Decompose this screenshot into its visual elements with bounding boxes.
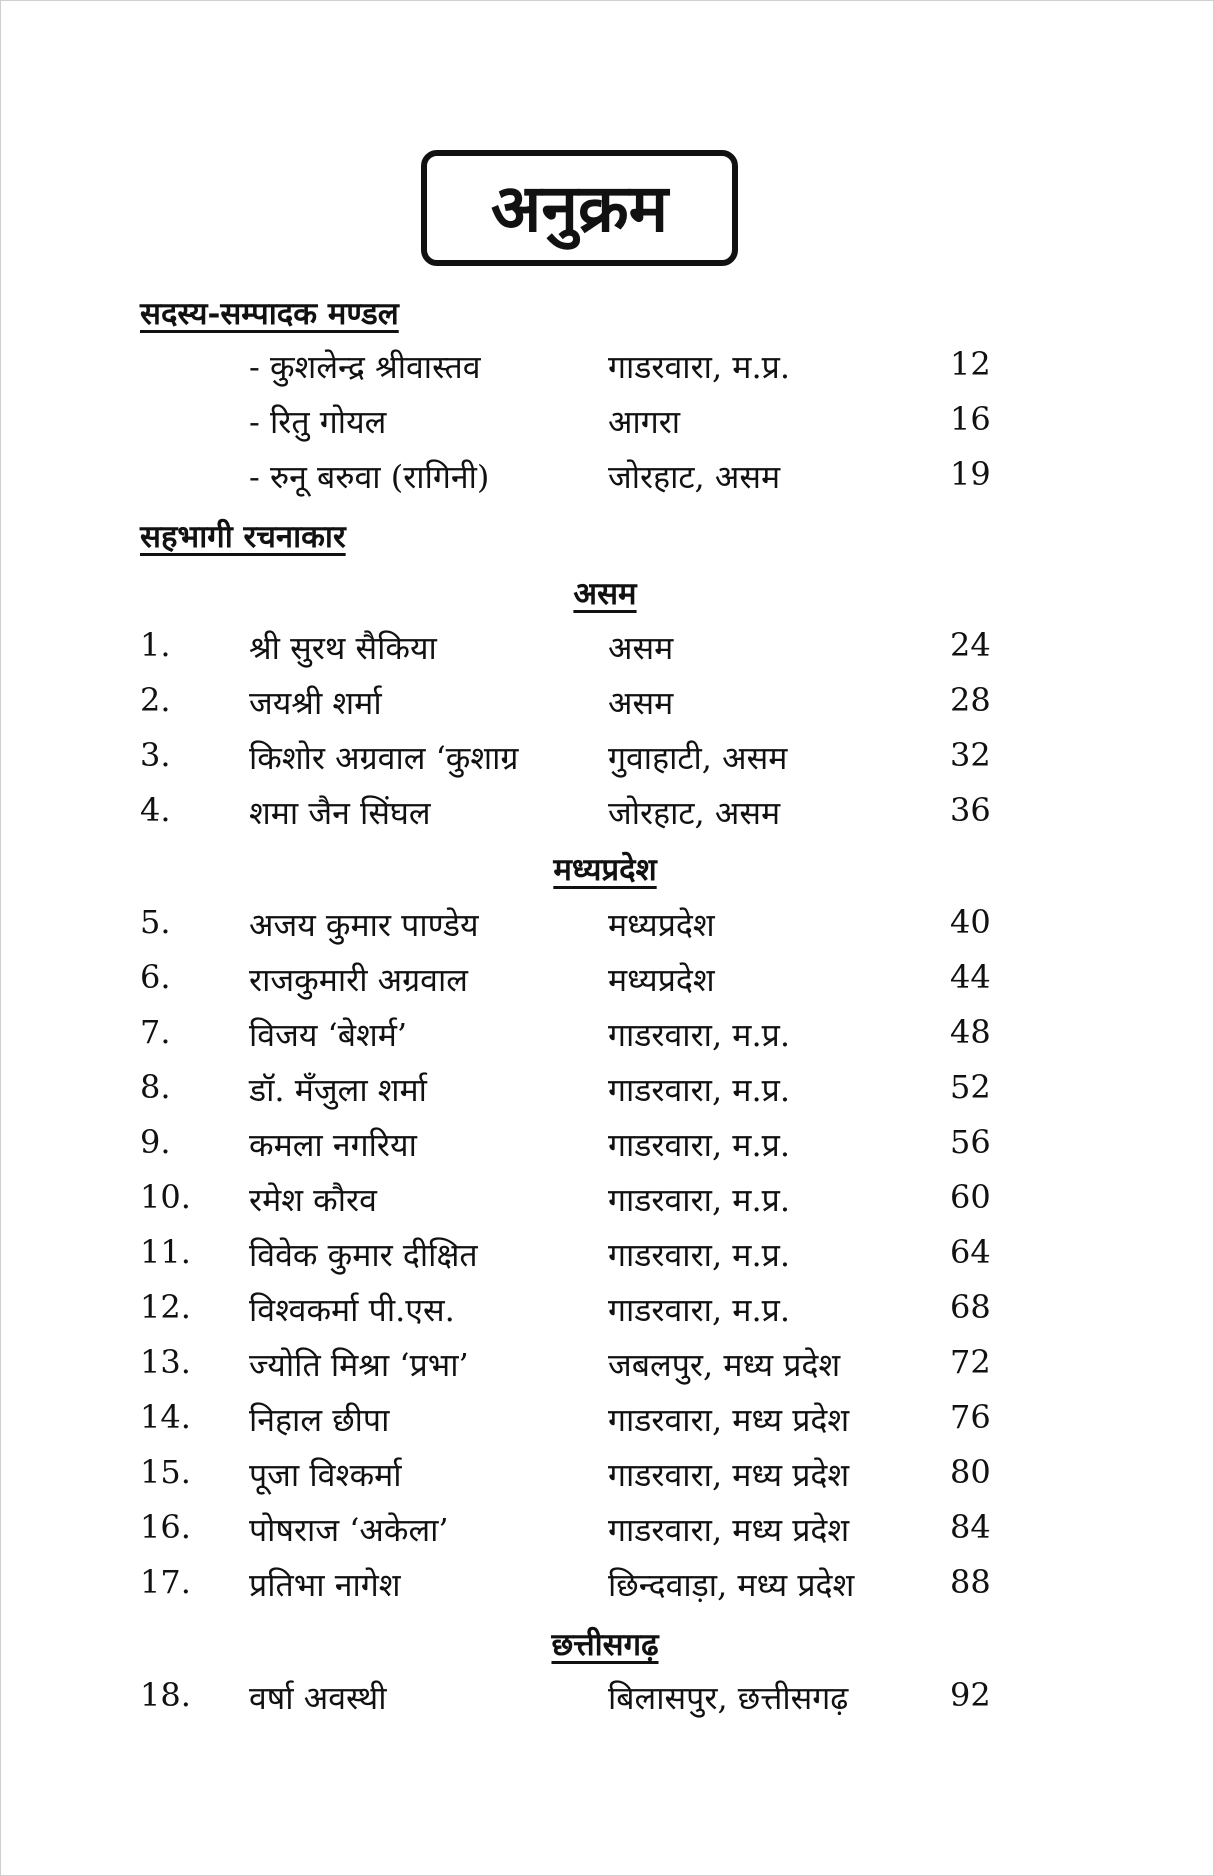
- toc-entry: [0, 1013, 1214, 1059]
- entry-page-number: 64: [950, 1233, 991, 1271]
- entry-place: असम: [608, 629, 674, 667]
- entry-number: 2.: [140, 681, 171, 719]
- entry-author: रमेश कौरव: [249, 1181, 377, 1219]
- entry-number: 7.: [140, 1013, 171, 1051]
- entry-place: गाडरवारा, म.प्र.: [608, 1071, 790, 1109]
- entry-page-number: 32: [950, 736, 991, 774]
- entry-place: मध्यप्रदेश: [608, 961, 715, 999]
- entry-number: 4.: [140, 791, 171, 829]
- entry-author: जयश्री शर्मा: [249, 684, 382, 722]
- title-box: [421, 150, 738, 266]
- entry-page-number: 60: [950, 1178, 991, 1216]
- toc-entry: [0, 345, 1214, 391]
- entry-author: निहाल छीपा: [249, 1401, 390, 1439]
- entry-place: गाडरवारा, म.प्र.: [608, 1236, 790, 1274]
- entry-author: - कुशलेन्द्र श्रीवास्तव: [249, 348, 481, 386]
- entry-author: विश्वकर्मा पी.एस.: [249, 1291, 455, 1329]
- entry-number: 15.: [140, 1453, 191, 1491]
- entry-page-number: 24: [950, 626, 991, 664]
- toc-entry: [0, 400, 1214, 446]
- section-heading: मध्यप्रदेश: [553, 852, 657, 888]
- entry-page-number: 48: [950, 1013, 991, 1051]
- entry-place: गाडरवारा, म.प्र.: [608, 1016, 790, 1054]
- entry-author: शमा जैन सिंघल: [249, 794, 431, 832]
- entry-place: गाडरवारा, म.प्र.: [608, 348, 790, 386]
- toc-entry: [0, 1453, 1214, 1499]
- toc-entry: [0, 455, 1214, 501]
- section-heading: छत्तीसगढ़: [551, 1627, 659, 1663]
- entry-place: जोरहाट, असम: [608, 794, 781, 832]
- toc-entry: [0, 791, 1214, 837]
- toc-entry: [0, 1068, 1214, 1114]
- entry-author: विवेक कुमार दीक्षित: [249, 1236, 478, 1274]
- entry-page-number: 88: [950, 1563, 991, 1601]
- toc-entry: [0, 1398, 1214, 1444]
- entry-place: गाडरवारा, मध्य प्रदेश: [608, 1401, 850, 1439]
- entry-page-number: 19: [950, 455, 991, 493]
- toc-entry: [0, 1123, 1214, 1169]
- entry-number: 11.: [140, 1233, 191, 1271]
- toc-entry: [0, 1563, 1214, 1609]
- entry-author: प्रतिभा नागेश: [249, 1566, 401, 1604]
- entry-author: पूजा विश्कर्मा: [249, 1456, 402, 1494]
- entry-number: 9.: [140, 1123, 171, 1161]
- entry-place: छिन्दवाड़ा, मध्य प्रदेश: [608, 1566, 855, 1604]
- entry-author: - रुनू बरुवा (रागिनी): [249, 458, 490, 496]
- section-heading: असम: [573, 576, 637, 612]
- entry-number: 14.: [140, 1398, 191, 1436]
- entry-page-number: 72: [950, 1343, 991, 1381]
- entry-page-number: 56: [950, 1123, 991, 1161]
- section-heading: सहभागी रचनाकार: [140, 519, 346, 555]
- entry-page-number: 44: [950, 958, 991, 996]
- entry-page-number: 80: [950, 1453, 991, 1491]
- entry-page-number: 40: [950, 903, 991, 941]
- entry-place: गाडरवारा, म.प्र.: [608, 1291, 790, 1329]
- entry-place: असम: [608, 684, 674, 722]
- toc-entry: [0, 1508, 1214, 1554]
- entry-number: 18.: [140, 1676, 191, 1714]
- toc-entry: [0, 1343, 1214, 1389]
- entry-author: ज्योति मिश्रा ‘प्रभा’: [249, 1346, 469, 1384]
- entry-place: गाडरवारा, म.प्र.: [608, 1181, 790, 1219]
- entry-page-number: 76: [950, 1398, 991, 1436]
- toc-entry: [0, 1288, 1214, 1334]
- entry-place: गुवाहाटी, असम: [608, 739, 788, 777]
- entry-author: किशोर अग्रवाल ‘कुशाग्र: [249, 739, 519, 777]
- page-title: अनुक्रम: [490, 169, 669, 247]
- toc-entry: [0, 736, 1214, 782]
- entry-place: गाडरवारा, मध्य प्रदेश: [608, 1511, 850, 1549]
- entry-place: आगरा: [608, 403, 681, 441]
- entry-place: बिलासपुर, छत्तीसगढ़: [608, 1679, 849, 1717]
- entry-author: डॉ. मँजुला शर्मा: [249, 1071, 427, 1109]
- entry-author: श्री सुरथ सैकिया: [249, 629, 437, 667]
- entry-place: मध्यप्रदेश: [608, 906, 715, 944]
- entry-author: - रितु गोयल: [249, 403, 387, 441]
- entry-page-number: 28: [950, 681, 991, 719]
- entry-place: गाडरवारा, म.प्र.: [608, 1126, 790, 1164]
- entry-author: पोषराज ‘अकेला’: [249, 1511, 449, 1549]
- entry-page-number: 68: [950, 1288, 991, 1326]
- entry-number: 8.: [140, 1068, 171, 1106]
- entry-author: कमला नगरिया: [249, 1126, 417, 1164]
- entry-place: गाडरवारा, मध्य प्रदेश: [608, 1456, 850, 1494]
- entry-page-number: 16: [950, 400, 991, 438]
- toc-entry: [0, 903, 1214, 949]
- entry-author: राजकुमारी अग्रवाल: [249, 961, 468, 999]
- entry-number: 5.: [140, 903, 171, 941]
- entry-author: अजय कुमार पाण्डेय: [249, 906, 479, 944]
- entry-number: 1.: [140, 626, 171, 664]
- entry-author: वर्षा अवस्थी: [249, 1679, 387, 1717]
- toc-entry: [0, 626, 1214, 672]
- toc-entry: [0, 1233, 1214, 1279]
- entry-place: जबलपुर, मध्य प्रदेश: [608, 1346, 841, 1384]
- toc-entry: [0, 958, 1214, 1004]
- section-heading: सदस्य-सम्पादक मण्डल: [140, 296, 399, 332]
- entry-author: विजय ‘बेशर्म’: [249, 1016, 408, 1054]
- entry-page-number: 92: [950, 1676, 991, 1714]
- entry-number: 3.: [140, 736, 171, 774]
- entry-number: 12.: [140, 1288, 191, 1326]
- entry-number: 16.: [140, 1508, 191, 1546]
- entry-number: 17.: [140, 1563, 191, 1601]
- toc-entry: [0, 681, 1214, 727]
- entry-number: 10.: [140, 1178, 191, 1216]
- entry-page-number: 52: [950, 1068, 991, 1106]
- entry-page-number: 36: [950, 791, 991, 829]
- entry-page-number: 12: [950, 345, 991, 383]
- toc-entry: [0, 1676, 1214, 1722]
- entry-page-number: 84: [950, 1508, 991, 1546]
- entry-number: 6.: [140, 958, 171, 996]
- entry-place: जोरहाट, असम: [608, 458, 781, 496]
- entry-number: 13.: [140, 1343, 191, 1381]
- toc-entry: [0, 1178, 1214, 1224]
